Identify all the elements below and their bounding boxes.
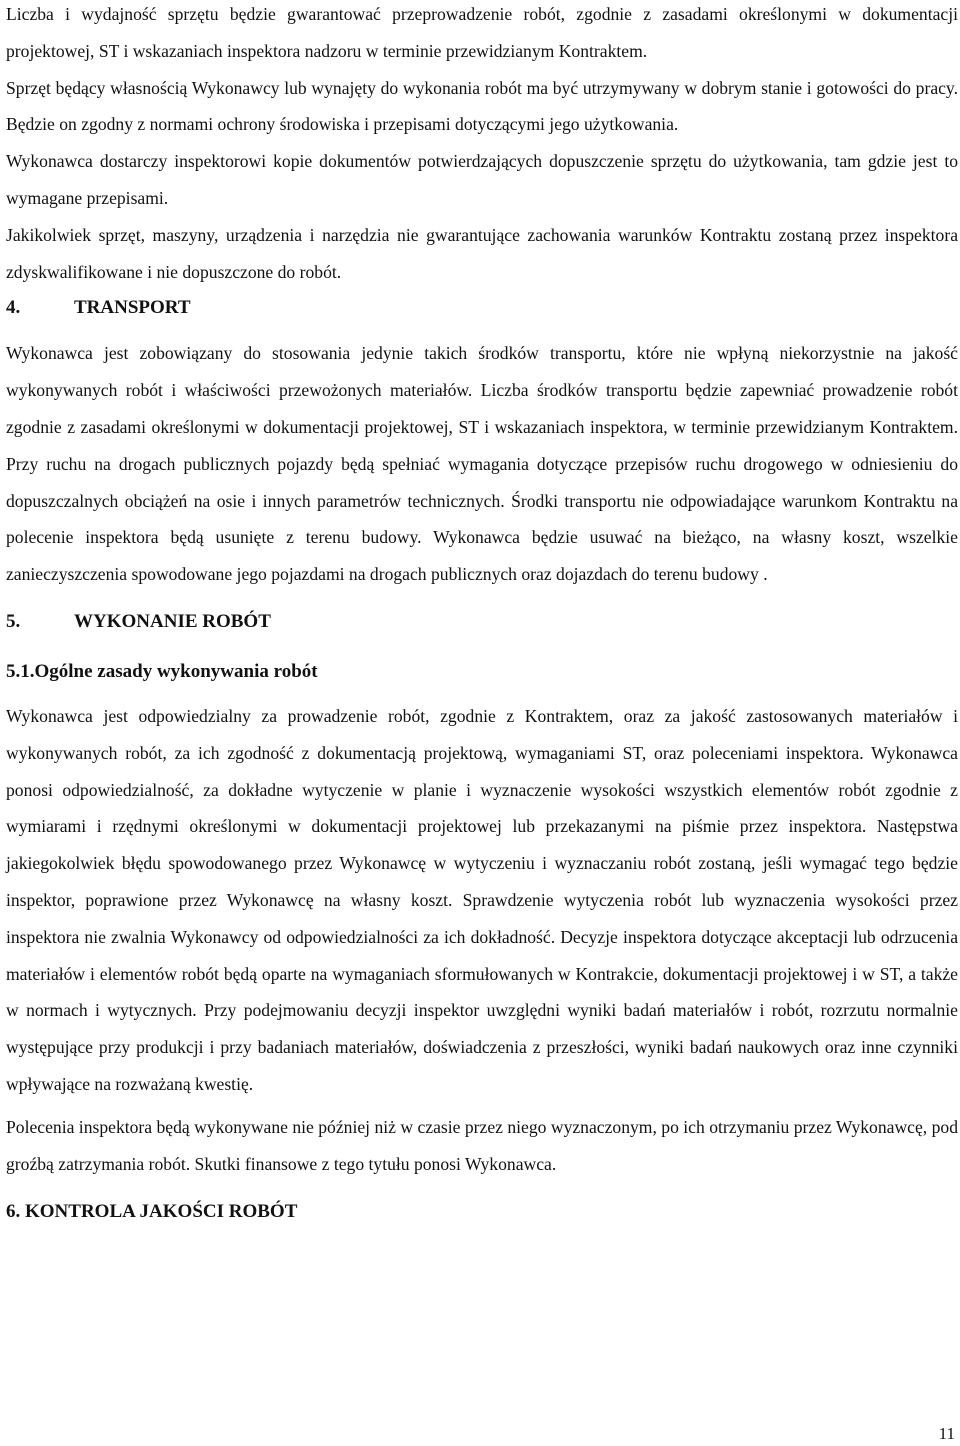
paragraph-contractor-responsibility: Wykonawca jest odpowiedzialny za prowadzenie robót, zgodnie z Kontraktem, oraz za jakość zastosowanych materiałów i wykonywanych robót, za ich zgodność z dokumentacją projektową, wymaganiami ST, oraz poleceniami inspektora. Wykonawca ponosi odpowiedzialność, za dokładne wytyczenie w planie i wyznaczenie wysokości wszystkich elementów robót zgodnie z wymiarami i rzędnymi określonymi w dokumentacji projektowej lub przekazanymi na piśmie przez inspektora. Następstwa jakiegokolwiek błędu spowodowanego przez Wykonawcę w wytyczeniu i wyznaczaniu robót zostaną, jeśli wymagać tego będzie inspektor, poprawione przez Wykonawcę na własny koszt. Sprawdzenie wytyczenia robót lub wyznaczenia wysokości przez inspektora nie zwalnia Wykonawcy od odpowiedzialności za ich dokładność. Decyzje inspektora dotyczące akceptacji lub odrzucenia materiałów i elementów robót będą oparte na wymaganiach sformułowanych w Kontrakcie, dokumentacji projektowej i w ST, a także w normach i wytycznych. Przy podejmowaniu decyzji inspektor uwzględni wyniki badań materiałów i robót, rozrzutu normalnie występujące przy produkcji i przy badaniach materiałów, doświadczenia z przeszłości, wyniki badań naukowych oraz inne czynniki wpływające na rozważaną kwestię. <box>6 705 958 1094</box>
paragraph-equipment-quantity: Liczba i wydajność sprzętu będzie gwarantować przeprowadzenie robót, zgodnie z zasadami określonymi w dokumentacji projektowej, ST i wskazaniach inspektora nadzoru w terminie przewidzianym Kontraktem. <box>6 4 958 61</box>
section-heading-transport <box>6 293 958 323</box>
section-heading-quality-control: 6. KONTROLA JAKOŚCI ROBÓT <box>6 1201 298 1223</box>
paragraph-equipment-documents: Wykonawca dostarczy inspektorowi kopie dokumentów potwierdzających dopuszczenie sprzętu do użytkowania, tam gdzie jest to wymagane przepisami. <box>6 151 958 208</box>
section-number: 4. <box>6 297 21 319</box>
page-number: 11 <box>938 1424 955 1443</box>
paragraph-equipment-condition: Sprzęt będący własnością Wykonawcy lub wynajęty do wykonania robót ma być utrzymywany w dobrym stanie i gotowości do pracy. Będzie on zgodny z normami ochrony środowiska i przepisami dotyczącymi jego użytkowania. <box>6 77 958 135</box>
section-title: WYKONANIE ROBÓT <box>74 610 271 632</box>
section-number: 5. <box>6 610 21 632</box>
subsection-heading-general-rules: 5.1.Ogólne zasady wykonywania robót <box>6 660 318 682</box>
document-page <box>6 0 958 1227</box>
paragraph-inspector-orders: Polecenia inspektora będą wykonywane nie później niż w czasie przez niego wyznaczonym, po ich otrzymaniu przez Wykonawcę, pod groźbą zatrzymania robót. Skutki finansowe z tego tytułu ponosi Wykonawca. <box>6 1116 958 1174</box>
section-heading-wykonanie <box>6 607 958 637</box>
section-title: TRANSPORT <box>74 297 191 319</box>
paragraph-transport: Wykonawca jest zobowiązany do stosowania jedynie takich środków transportu, które nie wpłyną niekorzystnie na jakość wykonywanych robót i właściwości przewożonych materiałów. Liczba środków transportu będzie zapewniać prowadzenie robót zgodnie z zasadami określonymi w dokumentacji projektowej, ST i wskazaniach inspektora, w terminie przewidzianym Kontraktem. Przy ruchu na drogach publicznych pojazdy będą spełniać wymagania dotyczące przepisów ruchu drogowego w odniesieniu do dopuszczalnych obciążeń na osie i innych parametrów technicznych. Środki transportu nie odpowiadające warunkom Kontraktu na polecenie inspektora będą usunięte z terenu budowy. Wykonawca będzie usuwać na bieżąco, na własny koszt, wszelkie zanieczyszczenia spowodowane jego pojazdami na drogach publicznych oraz dojazdach do terenu budowy . <box>6 343 958 585</box>
paragraph-equipment-disqualification: Jakikolwiek sprzęt, maszyny, urządzenia i narzędzia nie gwarantujące zachowania warunków Kontraktu zostaną przez inspektora zdyskwalifikowane i nie dopuszczone do robót. <box>6 224 958 282</box>
